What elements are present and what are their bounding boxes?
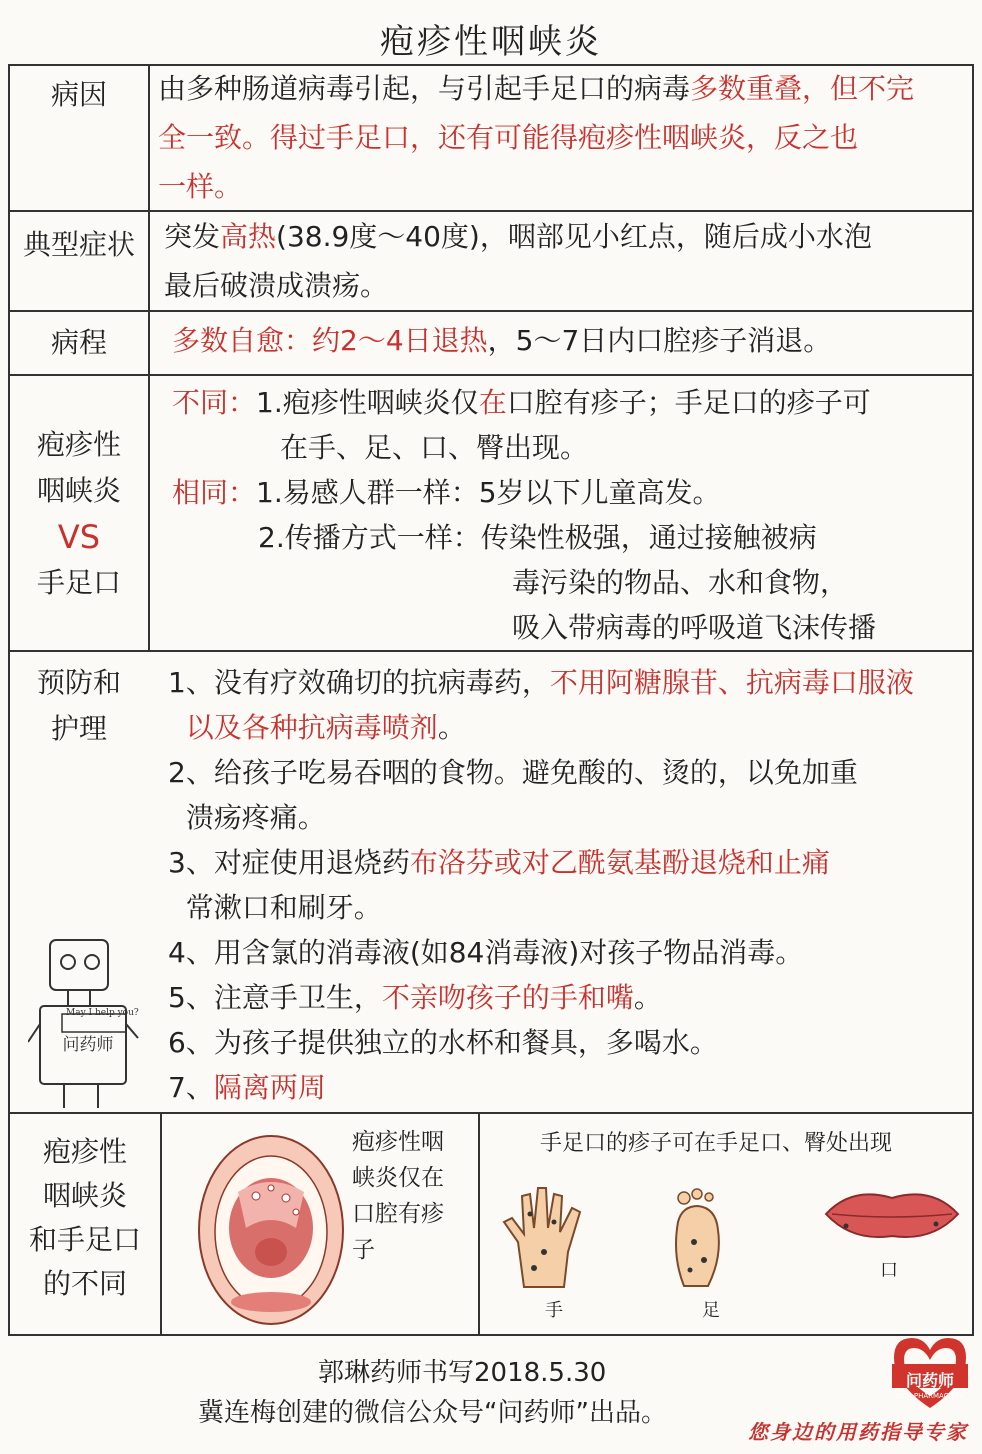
author-line: 郭琳药师书写2018.5.30 bbox=[318, 1358, 607, 1388]
text-line: 溃疡疼痛。 bbox=[168, 801, 326, 834]
care-text bbox=[168, 660, 968, 1110]
logo-subtext: OUR PHARMACISTS bbox=[896, 1392, 964, 1400]
text-line: 最后破溃成溃疡。 bbox=[164, 269, 389, 302]
same-line-3: 毒污染的物品、水和食物， bbox=[512, 566, 849, 599]
diff-line-2: 在手、足、口、臀出现。 bbox=[280, 431, 589, 464]
text-line: 以及各种抗病毒喷剂。 bbox=[168, 711, 466, 744]
mouth-caption: 疱疹性咽 峡炎仅在 口腔有疹 子 bbox=[352, 1129, 444, 1263]
text-line: 7、隔离两周 bbox=[168, 1071, 326, 1104]
text-line: 常漱口和刷牙。 bbox=[168, 891, 382, 924]
text-line: 4、用含氯的消毒液(如84消毒液)对孩子物品消毒。 bbox=[168, 936, 804, 969]
foot-icon bbox=[664, 1186, 734, 1296]
foot-label: 足 bbox=[702, 1300, 720, 1321]
text-line: 多数自愈：约2～4日退热，5～7日内口腔疹子消退。 bbox=[172, 324, 832, 357]
text-line: 由多种肠道病毒引起，与引起手足口的病毒多数重叠，但不完 bbox=[158, 72, 915, 105]
text-line: 1、没有疗效确切的抗病毒药，不用阿糖腺苷、抗病毒口服液 bbox=[168, 666, 914, 699]
same-line-4: 吸入带病毒的呼吸道飞沫传播 bbox=[512, 611, 877, 644]
robot-mascot bbox=[28, 932, 148, 1112]
lips-icon bbox=[822, 1184, 962, 1244]
cause-text bbox=[158, 64, 970, 211]
vs-text bbox=[172, 380, 970, 650]
symptoms-label: 典型症状 bbox=[22, 228, 135, 261]
hand-illustration bbox=[494, 1182, 594, 1292]
vs-mark: VS bbox=[57, 518, 101, 556]
open-mouth-illustration bbox=[196, 1132, 346, 1328]
robot-drawing-icon bbox=[28, 932, 148, 1112]
publisher-line: 冀连梅创建的微信公众号“问药师”出品。 bbox=[198, 1398, 667, 1428]
text-line: 6、为孩子提供独立的水杯和餐具，多喝水。 bbox=[168, 1026, 718, 1059]
mouth-label: 口 bbox=[880, 1260, 898, 1281]
care-label: 预防和 护理 bbox=[36, 666, 121, 745]
difference-label: 疱疹性 咽峡炎 和手足口 的不同 bbox=[28, 1135, 141, 1300]
logo-text: 问药师 bbox=[905, 1371, 954, 1390]
cause-label: 病因 bbox=[50, 78, 107, 111]
text-line: 一样。 bbox=[158, 170, 243, 203]
diff-head: 不同： bbox=[172, 386, 257, 419]
slogan: 您身边的用药指导专家 bbox=[748, 1420, 968, 1444]
vs-label: 疱疹性 咽峡炎 VS 手足口 bbox=[10, 422, 148, 606]
brand-logo bbox=[888, 1334, 972, 1412]
same-head: 相同： bbox=[172, 476, 257, 509]
course-text bbox=[172, 316, 970, 365]
text-line: 5、注意手卫生，不亲吻孩子的手和嘴。 bbox=[168, 981, 662, 1014]
same-line-1: 1.易感人群一样：5岁以下儿童高发。 bbox=[256, 476, 721, 509]
course-label: 病程 bbox=[50, 326, 107, 359]
hand-icon bbox=[494, 1182, 594, 1292]
hfm-caption: 手足口的疹子可在手足口、臀处出现 bbox=[540, 1131, 893, 1156]
symptoms-text bbox=[164, 212, 970, 310]
foot-illustration bbox=[664, 1186, 734, 1296]
robot-sign: May I help you? bbox=[66, 1008, 139, 1018]
text-line: 2、给孩子吃易吞咽的食物。避免酸的、烫的，以免加重 bbox=[168, 756, 858, 789]
page-title: 疱疹性咽峡炎 bbox=[380, 22, 602, 62]
robot-label: 问药师 bbox=[62, 1035, 114, 1055]
open-mouth-icon bbox=[196, 1132, 346, 1328]
same-line-2: 2.传播方式一样：传染性极强，通过接触被病 bbox=[258, 521, 817, 554]
text-line: 3、对症使用退烧药布洛芬或对乙酰氨基酚退烧和止痛 bbox=[168, 846, 830, 879]
diff-line-1: 1.疱疹性咽峡炎仅在口腔有疹子；手足口的疹子可 bbox=[256, 386, 871, 419]
lips-illustration bbox=[822, 1184, 962, 1244]
hand-label: 手 bbox=[545, 1300, 563, 1321]
text-line: 突发高热(38.9度～40度)，咽部见小红点，随后成小水泡 bbox=[164, 220, 872, 253]
text-line: 全一致。得过手足口，还有可能得疱疹性咽峡炎，反之也 bbox=[158, 121, 859, 154]
